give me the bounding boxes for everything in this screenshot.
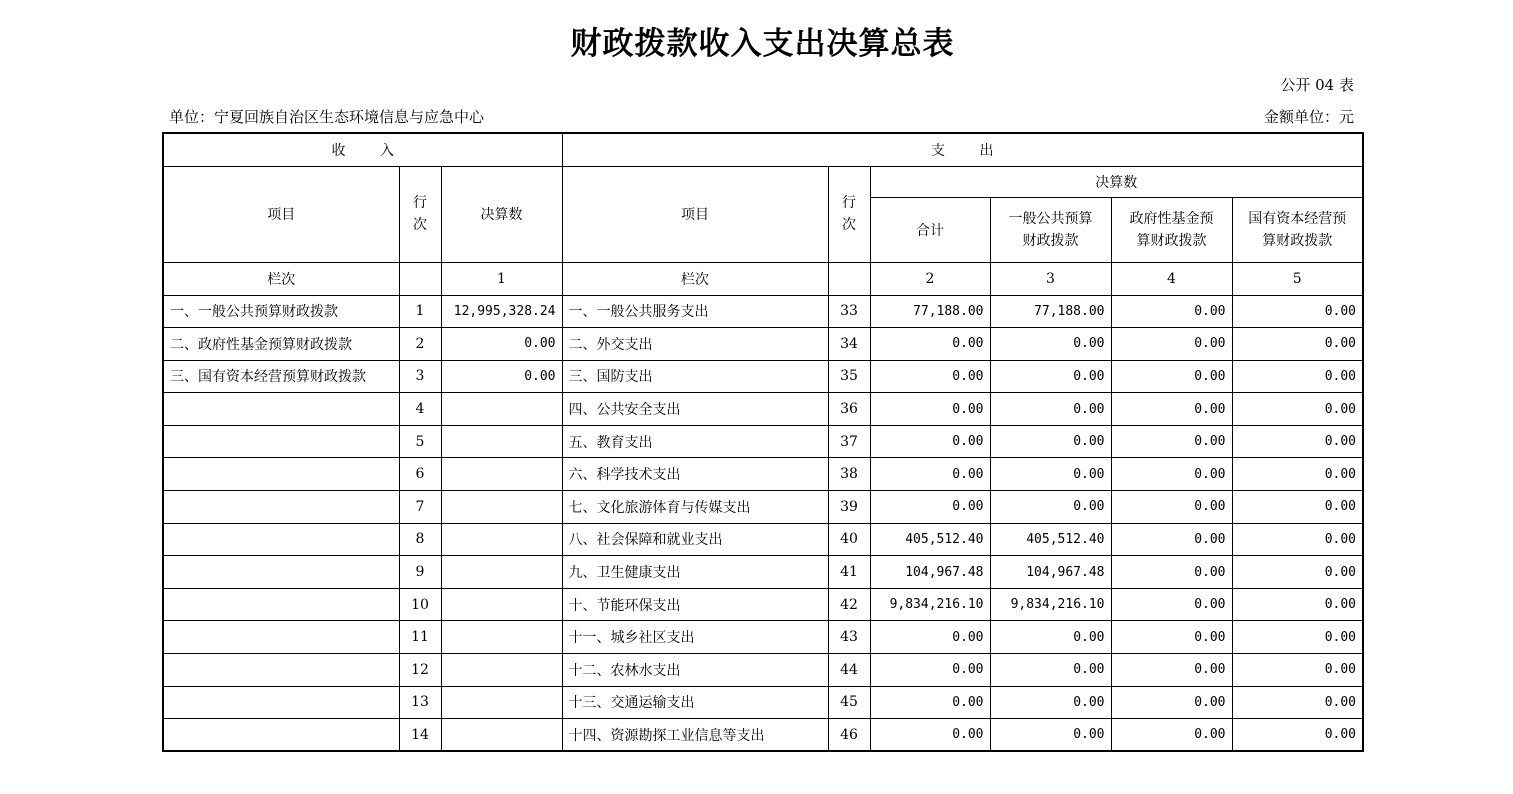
total-amount-cell: 0.00 — [870, 719, 990, 752]
column-index-row — [163, 262, 1363, 295]
income-row-no-cell: 5 — [399, 425, 441, 458]
expense-row-no-cell: 35 — [828, 360, 870, 393]
table-row — [163, 360, 1363, 393]
general-amount-cell: 0.00 — [990, 360, 1111, 393]
expense-row-no-cell: 34 — [828, 328, 870, 361]
income-amount-cell — [441, 393, 562, 426]
income-amount-cell — [441, 621, 562, 654]
income-amount-header: 决算数 — [441, 166, 562, 262]
income-item-cell — [163, 686, 399, 719]
govfund-amount-cell: 0.00 — [1111, 458, 1232, 491]
expense-item-cell: 五、教育支出 — [562, 425, 828, 458]
expense-item-cell: 十三、交通运输支出 — [562, 686, 828, 719]
total-amount-cell: 0.00 — [870, 686, 990, 719]
income-row-no-cell: 2 — [399, 328, 441, 361]
table-row — [163, 686, 1363, 719]
stateasset-amount-cell: 0.00 — [1232, 491, 1363, 524]
expense-item-cell: 十一、城乡社区支出 — [562, 621, 828, 654]
income-item-cell: 一、一般公共预算财政拨款 — [163, 295, 399, 328]
income-amount-cell — [441, 425, 562, 458]
income-item-cell — [163, 523, 399, 556]
income-item-cell — [163, 393, 399, 426]
expense-row-no-cell: 41 — [828, 556, 870, 589]
expense-item-cell: 九、卫生健康支出 — [562, 556, 828, 589]
expense-row-no-cell: 36 — [828, 393, 870, 426]
amount-unit-label: 金额单位：元 — [1263, 108, 1354, 126]
income-section-header: 收 入 — [163, 133, 562, 166]
col-index-4: 4 — [1111, 262, 1232, 295]
stateasset-amount-cell: 0.00 — [1232, 556, 1363, 589]
expense-row-no-cell: 37 — [828, 425, 870, 458]
budget-table — [162, 132, 1364, 752]
col-index-2: 2 — [870, 262, 990, 295]
stateasset-amount-cell: 0.00 — [1232, 328, 1363, 361]
income-amount-cell — [441, 588, 562, 621]
income-item-cell: 二、政府性基金预算财政拨款 — [163, 328, 399, 361]
income-row-no-cell: 6 — [399, 458, 441, 491]
expense-row-no-cell: 40 — [828, 523, 870, 556]
income-amount-cell: 0.00 — [441, 328, 562, 361]
total-amount-cell: 0.00 — [870, 360, 990, 393]
expense-item-cell: 三、国防支出 — [562, 360, 828, 393]
income-row-no-cell: 10 — [399, 588, 441, 621]
income-item-cell — [163, 556, 399, 589]
income-amount-cell — [441, 654, 562, 687]
general-amount-cell: 405,512.40 — [990, 523, 1111, 556]
stateasset-amount-cell: 0.00 — [1232, 360, 1363, 393]
expense-row-no-cell: 44 — [828, 654, 870, 687]
income-item-cell — [163, 621, 399, 654]
income-lanci-no — [399, 262, 441, 295]
income-amount-cell — [441, 719, 562, 752]
govfund-amount-cell: 0.00 — [1111, 654, 1232, 687]
expense-row-no-cell: 43 — [828, 621, 870, 654]
stateasset-amount-cell: 0.00 — [1232, 588, 1363, 621]
income-item-cell — [163, 425, 399, 458]
header-row-sections — [163, 133, 1363, 166]
total-amount-cell: 77,188.00 — [870, 295, 990, 328]
stateasset-amount-cell: 0.00 — [1232, 719, 1363, 752]
govfund-amount-cell: 0.00 — [1111, 360, 1232, 393]
table-row — [163, 556, 1363, 589]
expense-row-no-cell: 38 — [828, 458, 870, 491]
table-row — [163, 393, 1363, 426]
header-row-1 — [163, 166, 1363, 197]
total-amount-cell: 0.00 — [870, 458, 990, 491]
income-item-cell: 三、国有资本经营预算财政拨款 — [163, 360, 399, 393]
expense-item-cell: 一、一般公共服务支出 — [562, 295, 828, 328]
total-amount-cell: 104,967.48 — [870, 556, 990, 589]
total-header: 合计 — [870, 197, 990, 262]
general-amount-cell: 0.00 — [990, 719, 1111, 752]
expense-row-no-header: 行次 — [828, 166, 870, 262]
total-amount-cell: 0.00 — [870, 425, 990, 458]
table-row — [163, 654, 1363, 687]
total-amount-cell: 0.00 — [870, 328, 990, 361]
col-index-1: 1 — [441, 262, 562, 295]
income-amount-cell — [441, 523, 562, 556]
income-amount-cell — [441, 556, 562, 589]
govfund-amount-cell: 0.00 — [1111, 621, 1232, 654]
total-amount-cell: 0.00 — [870, 621, 990, 654]
income-row-no-cell: 11 — [399, 621, 441, 654]
general-amount-cell: 0.00 — [990, 458, 1111, 491]
govfund-amount-cell: 0.00 — [1111, 425, 1232, 458]
table-row — [163, 295, 1363, 328]
income-item-cell — [163, 458, 399, 491]
table-row — [163, 458, 1363, 491]
govfund-amount-cell: 0.00 — [1111, 686, 1232, 719]
income-row-no-cell: 3 — [399, 360, 441, 393]
general-amount-cell: 0.00 — [990, 654, 1111, 687]
expense-row-no-cell: 45 — [828, 686, 870, 719]
govfund-amount-cell: 0.00 — [1111, 328, 1232, 361]
table-row — [163, 719, 1363, 752]
col-index-5: 5 — [1232, 262, 1363, 295]
income-amount-cell: 0.00 — [441, 360, 562, 393]
table-body — [163, 295, 1363, 751]
stateasset-amount-cell: 0.00 — [1232, 295, 1363, 328]
general-amount-cell: 9,834,216.10 — [990, 588, 1111, 621]
unit-label: 单位：宁夏回族自治区生态环境信息与应急中心 — [169, 108, 485, 126]
stateasset-amount-cell: 0.00 — [1232, 621, 1363, 654]
stateasset-amount-cell: 0.00 — [1232, 425, 1363, 458]
table-row — [163, 588, 1363, 621]
total-amount-cell: 0.00 — [870, 654, 990, 687]
stateasset-amount-cell: 0.00 — [1232, 686, 1363, 719]
income-lanci: 栏次 — [163, 262, 399, 295]
expense-row-no-cell: 39 — [828, 491, 870, 524]
income-item-cell — [163, 588, 399, 621]
stateasset-header: 国有资本经营预算财政拨款 — [1232, 197, 1363, 262]
income-amount-cell — [441, 491, 562, 524]
table-row — [163, 328, 1363, 361]
govfund-amount-cell: 0.00 — [1111, 295, 1232, 328]
expense-item-cell: 十、节能环保支出 — [562, 588, 828, 621]
income-row-no-cell: 8 — [399, 523, 441, 556]
expense-row-no-cell: 42 — [828, 588, 870, 621]
income-amount-cell — [441, 686, 562, 719]
income-row-no-cell: 13 — [399, 686, 441, 719]
total-amount-cell: 9,834,216.10 — [870, 588, 990, 621]
expense-item-cell: 七、文化旅游体育与传媒支出 — [562, 491, 828, 524]
general-amount-cell: 0.00 — [990, 425, 1111, 458]
stateasset-amount-cell: 0.00 — [1232, 458, 1363, 491]
income-item-cell — [163, 719, 399, 752]
govfund-amount-cell: 0.00 — [1111, 588, 1232, 621]
income-row-no-header: 行次 — [399, 166, 441, 262]
expense-item-cell: 八、社会保障和就业支出 — [562, 523, 828, 556]
income-row-no-cell: 4 — [399, 393, 441, 426]
govfund-amount-cell: 0.00 — [1111, 491, 1232, 524]
income-row-no-cell: 7 — [399, 491, 441, 524]
income-item-header: 项目 — [163, 166, 399, 262]
income-row-no-cell: 1 — [399, 295, 441, 328]
income-row-no-cell: 12 — [399, 654, 441, 687]
govfund-amount-cell: 0.00 — [1111, 393, 1232, 426]
income-row-no-cell: 9 — [399, 556, 441, 589]
expense-item-cell: 六、科学技术支出 — [562, 458, 828, 491]
budget-total-header: 决算数 — [870, 166, 1363, 197]
table-row — [163, 523, 1363, 556]
expense-item-header: 项目 — [562, 166, 828, 262]
expense-item-cell: 二、外交支出 — [562, 328, 828, 361]
expense-section-header: 支 出 — [562, 133, 1363, 166]
stateasset-amount-cell: 0.00 — [1232, 393, 1363, 426]
govfund-header: 政府性基金预算财政拨款 — [1111, 197, 1232, 262]
income-amount-cell — [441, 458, 562, 491]
page-title: 财政拨款收入支出决算总表 — [570, 26, 955, 62]
govfund-amount-cell: 0.00 — [1111, 556, 1232, 589]
general-amount-cell: 0.00 — [990, 393, 1111, 426]
expense-item-cell: 十二、农林水支出 — [562, 654, 828, 687]
col-index-3: 3 — [990, 262, 1111, 295]
general-amount-cell: 0.00 — [990, 328, 1111, 361]
income-row-no-cell: 14 — [399, 719, 441, 752]
general-amount-cell: 0.00 — [990, 686, 1111, 719]
total-amount-cell: 405,512.40 — [870, 523, 990, 556]
form-number: 公开 04 表 — [1280, 76, 1354, 94]
income-item-cell — [163, 491, 399, 524]
table-row — [163, 425, 1363, 458]
income-amount-cell: 12,995,328.24 — [441, 295, 562, 328]
expense-item-cell: 十四、资源勘探工业信息等支出 — [562, 719, 828, 752]
govfund-amount-cell: 0.00 — [1111, 523, 1232, 556]
stateasset-amount-cell: 0.00 — [1232, 654, 1363, 687]
total-amount-cell: 0.00 — [870, 393, 990, 426]
total-amount-cell: 0.00 — [870, 491, 990, 524]
expense-row-no-cell: 46 — [828, 719, 870, 752]
general-amount-cell: 0.00 — [990, 491, 1111, 524]
general-amount-cell: 104,967.48 — [990, 556, 1111, 589]
general-amount-cell: 0.00 — [990, 621, 1111, 654]
expense-item-cell: 四、公共安全支出 — [562, 393, 828, 426]
table-row — [163, 491, 1363, 524]
general-amount-cell: 77,188.00 — [990, 295, 1111, 328]
general-header: 一般公共预算财政拨款 — [990, 197, 1111, 262]
expense-lanci: 栏次 — [562, 262, 828, 295]
expense-lanci-no — [828, 262, 870, 295]
govfund-amount-cell: 0.00 — [1111, 719, 1232, 752]
stateasset-amount-cell: 0.00 — [1232, 523, 1363, 556]
income-item-cell — [163, 654, 399, 687]
expense-row-no-cell: 33 — [828, 295, 870, 328]
table-row — [163, 621, 1363, 654]
